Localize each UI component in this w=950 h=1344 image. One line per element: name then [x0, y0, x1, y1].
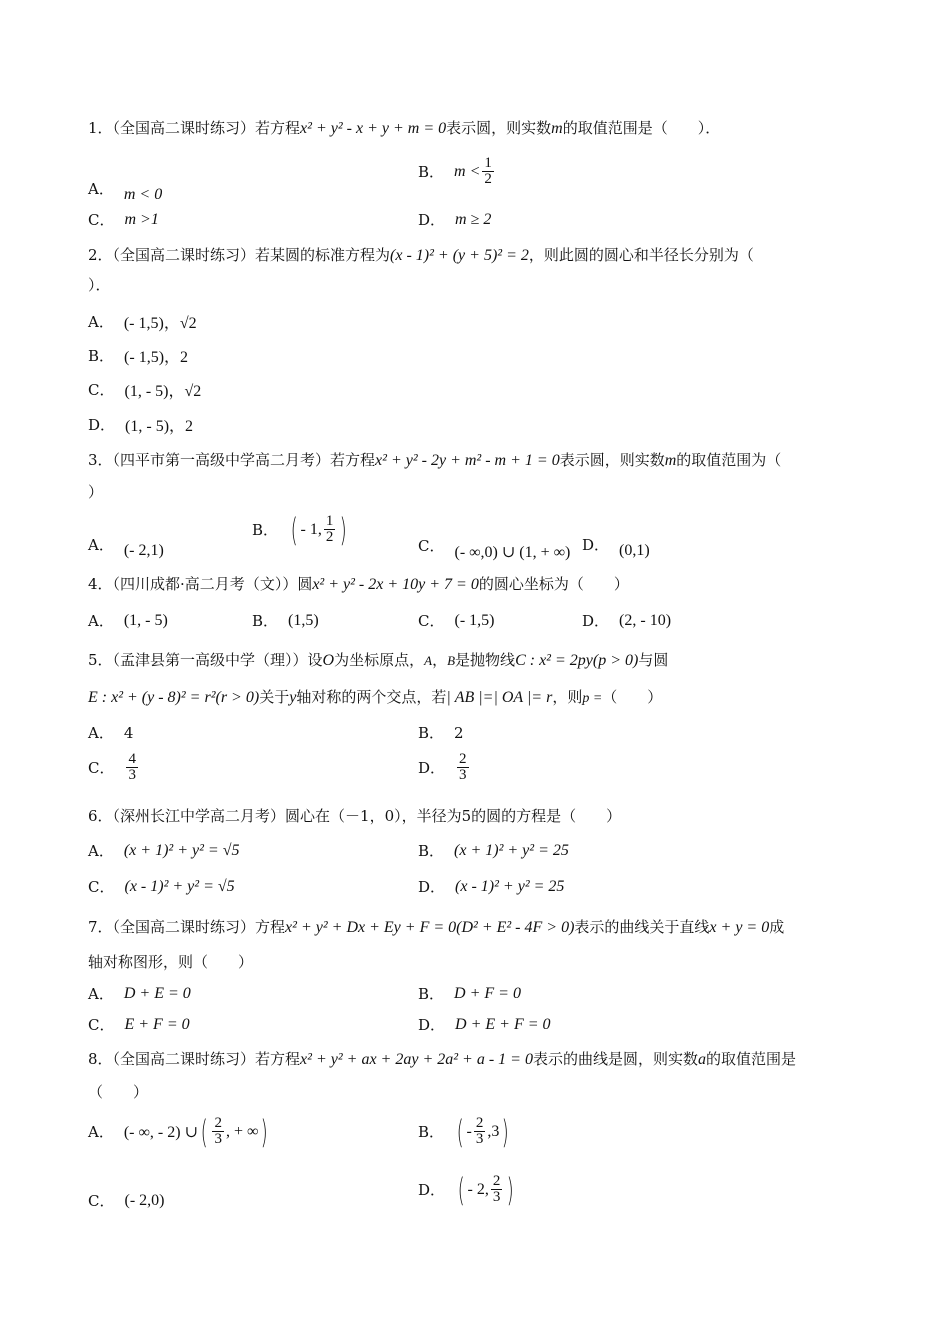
- question-2-option-c[interactable]: C． (1, - 5)，√2: [88, 381, 202, 400]
- question-5-option-d[interactable]: D． $\frac{2}{3}$: [418, 751, 467, 783]
- question-7-option-b[interactable]: B． D + F = 0: [418, 984, 521, 1003]
- question-4-option-c[interactable]: C． (- 1,5): [418, 611, 495, 630]
- question-7-option-c[interactable]: C． E + F = 0: [88, 1015, 190, 1034]
- question-8-option-a[interactable]: A． (- ∞, - 2) ∪ ( $\frac{2}{3}$ , + ∞ ): [88, 1112, 269, 1151]
- question-8-option-b[interactable]: B． ( - $\frac{2}{3}$ ,3 ): [418, 1112, 510, 1151]
- question-7-stem-cont: 轴对称图形，则（ ）: [88, 953, 254, 971]
- question-7-option-d[interactable]: D． D + E + F = 0: [418, 1015, 551, 1034]
- question-7-stem: 7．（全国高二课时练习）方程x² + y² + Dx + Ey + F = 0(D² + E² - 4F > 0)表示的曲线关于直线x + y = 0成: [88, 918, 785, 936]
- question-6-option-a[interactable]: A． (x + 1)² + y² = √5: [88, 841, 240, 860]
- question-6-option-c[interactable]: C． (x - 1)² + y² = √5: [88, 877, 235, 896]
- question-5-option-b[interactable]: B． 2: [418, 723, 464, 742]
- question-3-option-b[interactable]: B． ( - 1, $\frac{1}{2}$ ): [252, 510, 348, 549]
- question-4-option-b[interactable]: B． (1,5): [252, 611, 319, 630]
- question-5-stem: 5．（孟津县第一高级中学（理））设O为坐标原点，A，B是抛物线C : x² = 2py(p > 0)与圆: [88, 651, 669, 669]
- question-1-option-c[interactable]: C． m >1: [88, 210, 159, 229]
- question-1-option-d[interactable]: D． m ≥ 2: [418, 210, 492, 229]
- question-6-option-d[interactable]: D． (x - 1)² + y² = 25: [418, 877, 565, 896]
- question-2-option-a[interactable]: A． (- 1,5)，√2: [88, 313, 197, 332]
- question-2-option-b[interactable]: B． (- 1,5)，2: [88, 347, 189, 366]
- question-8-stem-cont: （ ）: [88, 1083, 149, 1101]
- question-2-option-d[interactable]: D． (1, - 5)，2: [88, 416, 194, 435]
- question-5-option-c[interactable]: C． $\frac{4}{3}$: [88, 751, 136, 783]
- question-3-stem: 3．（四平市第一高级中学高二月考）若方程x² + y² - 2y + m² - m + 1 = 0表示圆，则实数m的取值范围为（: [88, 451, 782, 469]
- question-6-stem: 6．（深州长江中学高二月考）圆心在（－1，0），半径为5的圆的方程是（ ）: [88, 807, 622, 825]
- question-4-option-a[interactable]: A． (1, - 5): [88, 611, 168, 630]
- question-5-stem-cont: E : x² + (y - 8)² = r²(r > 0)关于y轴对称的两个交点，若| AB |=| OA |= r，则p =（ ）: [88, 688, 663, 706]
- question-7-option-a[interactable]: A． D + E = 0: [88, 984, 191, 1003]
- question-4-stem: 4．（四川成都·高二月考（文））圆x² + y² - 2x + 10y + 7 = 0的圆心坐标为（ ）: [88, 575, 629, 593]
- question-1-option-b[interactable]: B． m < $\frac{1}{2}$: [418, 155, 492, 187]
- question-3-option-d[interactable]: D． (0,1): [582, 535, 650, 559]
- question-1-option-a[interactable]: A． m < 0: [88, 179, 163, 203]
- question-3-option-a[interactable]: A． (- 2,1): [88, 535, 164, 559]
- fraction: $\frac{1}{2}$: [484, 155, 492, 187]
- question-6-option-b[interactable]: B． (x + 1)² + y² = 25: [418, 841, 569, 860]
- question-3-stem-cont: ）: [88, 483, 104, 501]
- question-3-option-c[interactable]: C． (- ∞,0) ∪ (1, + ∞): [418, 536, 571, 561]
- question-2-stem: 2．（全国高二课时练习）若某圆的标准方程为(x - 1)² + (y + 5)² = 2，则此圆的圆心和半径长分别为（: [88, 246, 754, 264]
- question-1-stem: 1．（全国高二课时练习）若方程x² + y² - x + y + m = 0表示圆，则实数m的取值范围是（ ）．: [88, 119, 721, 137]
- question-8-option-d[interactable]: D． ( - 2, $\frac{2}{3}$ ): [418, 1170, 515, 1209]
- question-2-stem-cont: ）．: [88, 276, 111, 294]
- question-8-stem: 8．（全国高二课时练习）若方程x² + y² + ax + 2ay + 2a² + a - 1 = 0表示的曲线是圆，则实数a的取值范围是: [88, 1050, 796, 1068]
- question-5-option-a[interactable]: A． 4: [88, 723, 134, 742]
- question-8-option-c[interactable]: C． (- 2,0): [88, 1191, 165, 1210]
- question-4-option-d[interactable]: D． (2, - 10): [582, 611, 672, 630]
